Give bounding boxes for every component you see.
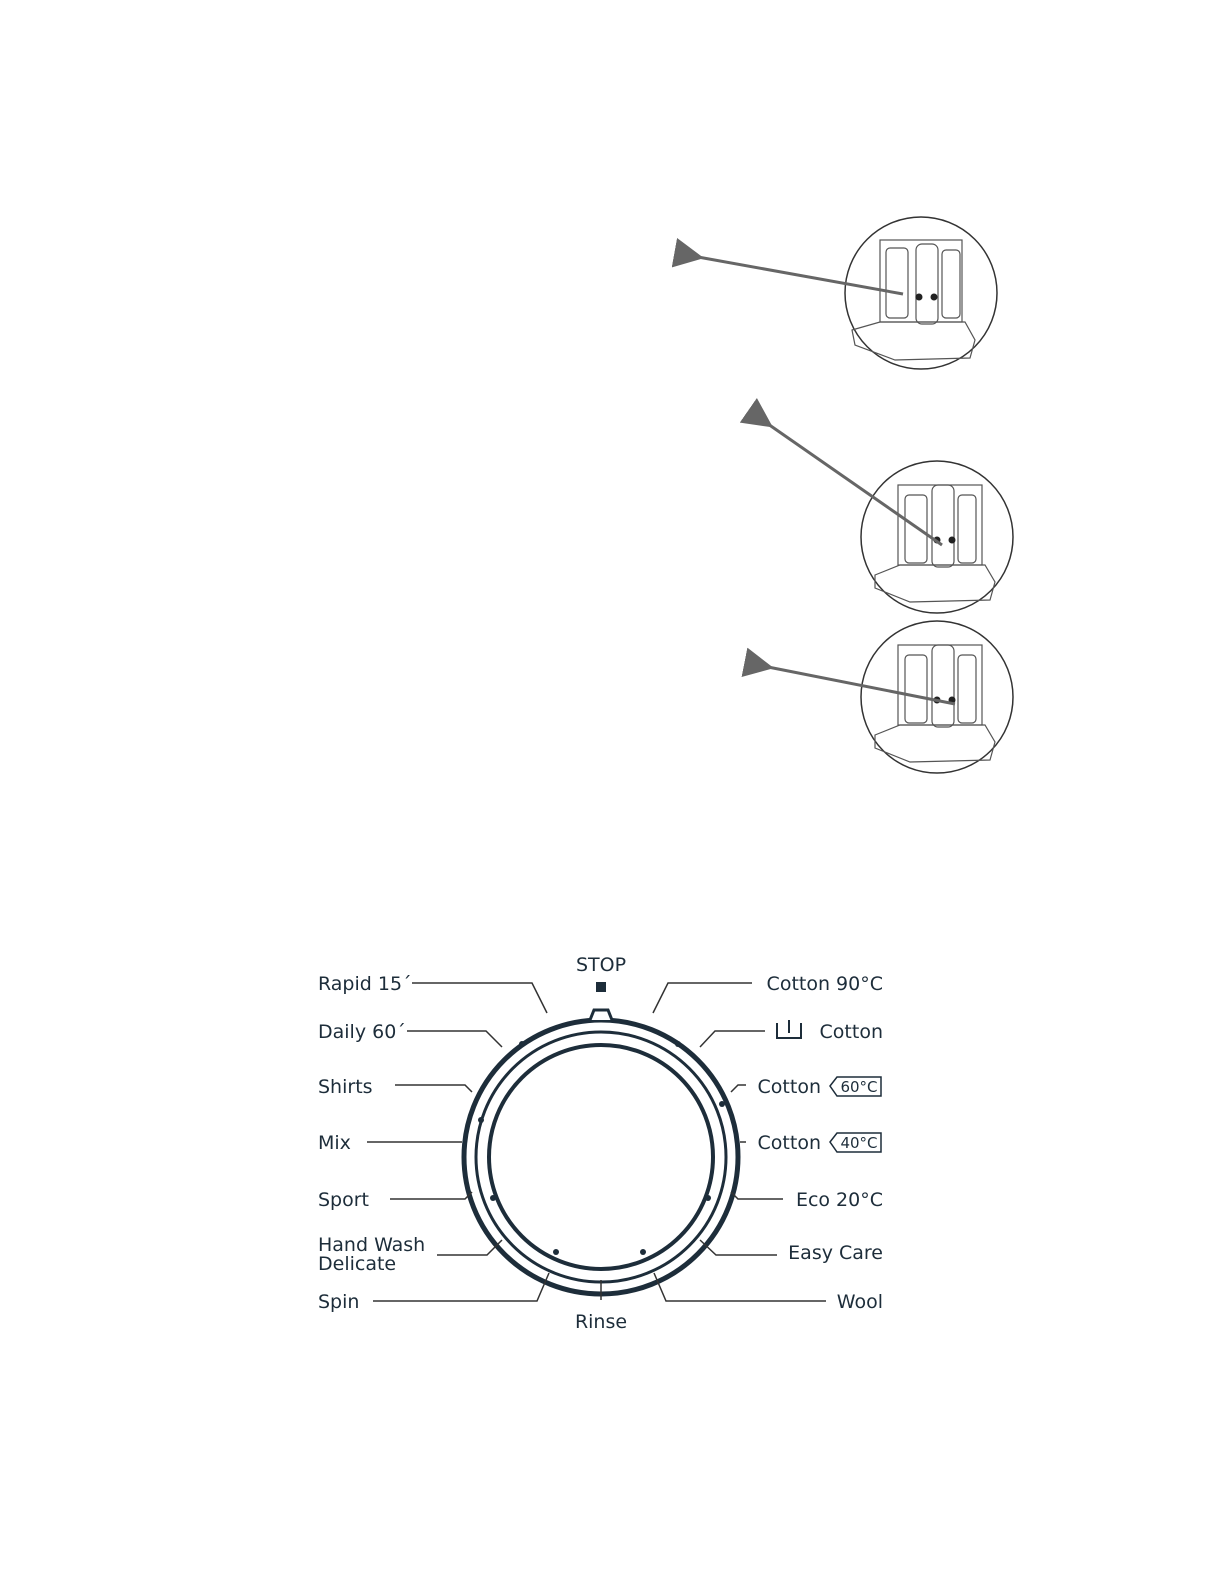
program-hand-wash-line2: Delicate: [318, 1253, 397, 1275]
prewash-icon: [777, 1020, 801, 1038]
temp-40-badge: [830, 1133, 881, 1152]
program-eco-20: Eco 20°C: [795, 1189, 883, 1211]
program-shirts: Shirts: [318, 1076, 373, 1098]
drawer-detail-2: [768, 424, 1013, 613]
program-rapid-15: Rapid 15´: [318, 973, 412, 995]
temp-40-text: 40°C: [840, 1134, 878, 1152]
temp-60-badge: [830, 1077, 881, 1096]
program-sport: Sport: [318, 1189, 370, 1211]
stop-square-icon: [596, 982, 606, 992]
temp-60-text: 60°C: [840, 1078, 878, 1096]
program-mix: Mix: [318, 1132, 351, 1154]
program-dial: [464, 982, 738, 1294]
program-wool: Wool: [836, 1291, 883, 1313]
program-easy-care: Easy Care: [788, 1242, 883, 1264]
program-cotton-40: Cotton: [757, 1132, 821, 1154]
program-cotton-90: Cotton 90°C: [766, 973, 883, 995]
stop-label: STOP: [575, 954, 627, 976]
program-prewash-cotton: Cotton: [819, 1021, 883, 1043]
program-rinse: Rinse: [574, 1311, 628, 1333]
program-hand-wash-line1: Hand Wash: [318, 1234, 426, 1256]
drawer-detail-3: [768, 621, 1013, 773]
drawer-detail-1: [698, 217, 997, 369]
program-spin: Spin: [318, 1291, 360, 1313]
program-cotton-60: Cotton: [757, 1076, 821, 1098]
program-daily-60: Daily 60´: [318, 1021, 406, 1043]
